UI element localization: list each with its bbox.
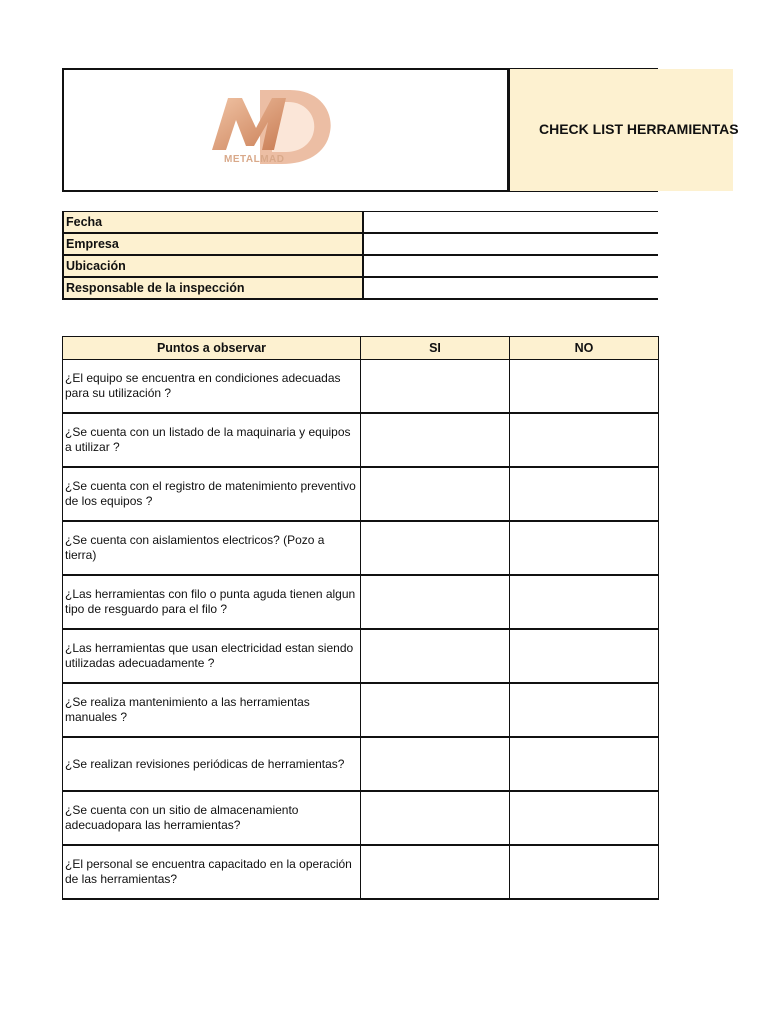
table-row: [63, 683, 659, 737]
info-label: Fecha: [63, 212, 363, 234]
answer-si-cell[interactable]: [361, 413, 510, 467]
checklist-question: ¿Las herramientas que usan electricidad estan siendo utilizadas adecuadamente ?: [63, 629, 361, 683]
answer-si-cell[interactable]: [361, 791, 510, 845]
checklist-question: ¿Se realiza mantenimiento a las herramientas manuales ?: [63, 683, 361, 737]
checklist-header-row: [63, 337, 659, 360]
answer-no-cell[interactable]: [510, 575, 659, 629]
checklist-table: [62, 336, 659, 900]
answer-si-cell[interactable]: [361, 845, 510, 899]
checklist-question: ¿Se cuenta con aislamientos electricos? (Pozo a tierra): [63, 521, 361, 575]
checklist-question: ¿Se cuenta con un sitio de almacenamiento adecuadopara las herramientas?: [63, 791, 361, 845]
info-row-empresa: [63, 233, 658, 255]
checklist-question: ¿Las herramientas con filo o punta aguda tienen algun tipo de resguardo para el filo ?: [63, 575, 361, 629]
info-value-field[interactable]: [363, 212, 658, 234]
column-header-no: NO: [510, 337, 659, 360]
info-label: Responsable de la inspección: [63, 277, 363, 299]
info-value-field[interactable]: [363, 277, 658, 299]
answer-no-cell[interactable]: [510, 629, 659, 683]
checklist-question: ¿Se cuenta con un listado de la maquinaria y equipos a utilizar ?: [63, 413, 361, 467]
answer-no-cell[interactable]: [510, 737, 659, 791]
inspection-info-table: [62, 211, 658, 300]
column-header-points: Puntos a observar: [63, 337, 361, 360]
answer-si-cell[interactable]: [361, 683, 510, 737]
answer-si-cell[interactable]: [361, 629, 510, 683]
checklist-question: ¿Se realizan revisiones periódicas de herramientas?: [63, 737, 361, 791]
info-value-field[interactable]: [363, 233, 658, 255]
table-row: [63, 360, 659, 414]
logo-cell: [64, 70, 510, 190]
table-row: [63, 845, 659, 899]
answer-no-cell[interactable]: [510, 521, 659, 575]
answer-si-cell[interactable]: [361, 467, 510, 521]
checklist-question: ¿Se cuenta con el registro de matenimiento preventivo de los equipos ?: [63, 467, 361, 521]
answer-si-cell[interactable]: [361, 521, 510, 575]
table-row: [63, 575, 659, 629]
table-row: [63, 413, 659, 467]
table-row: [63, 467, 659, 521]
answer-si-cell[interactable]: [361, 575, 510, 629]
table-row: [63, 737, 659, 791]
checklist-question: ¿El equipo se encuentra en condiciones adecuadas para su utilización ?: [63, 360, 361, 414]
table-row: [63, 521, 659, 575]
answer-no-cell[interactable]: [510, 845, 659, 899]
checklist-question: ¿El personal se encuentra capacitado en la operación de las herramientas?: [63, 845, 361, 899]
info-row-responsable: [63, 277, 658, 299]
answer-si-cell[interactable]: [361, 737, 510, 791]
document-title: CHECK LIST HERRAMIENTAS: [539, 121, 739, 137]
column-header-si: SI: [361, 337, 510, 360]
info-label: Empresa: [63, 233, 363, 255]
title-cell: [510, 69, 739, 191]
info-row-fecha: [63, 212, 658, 234]
answer-no-cell[interactable]: [510, 791, 659, 845]
info-label: Ubicación: [63, 255, 363, 277]
info-row-ubicacion: [63, 255, 658, 277]
info-value-field[interactable]: [363, 255, 658, 277]
table-row: [63, 791, 659, 845]
answer-no-cell[interactable]: [510, 467, 659, 521]
table-row: [63, 629, 659, 683]
answer-no-cell[interactable]: [510, 360, 659, 414]
answer-no-cell[interactable]: [510, 413, 659, 467]
answer-si-cell[interactable]: [361, 360, 510, 414]
title-clip: [510, 69, 739, 191]
logo-wordmark: METALMAD: [224, 154, 285, 165]
answer-no-cell[interactable]: [510, 683, 659, 737]
